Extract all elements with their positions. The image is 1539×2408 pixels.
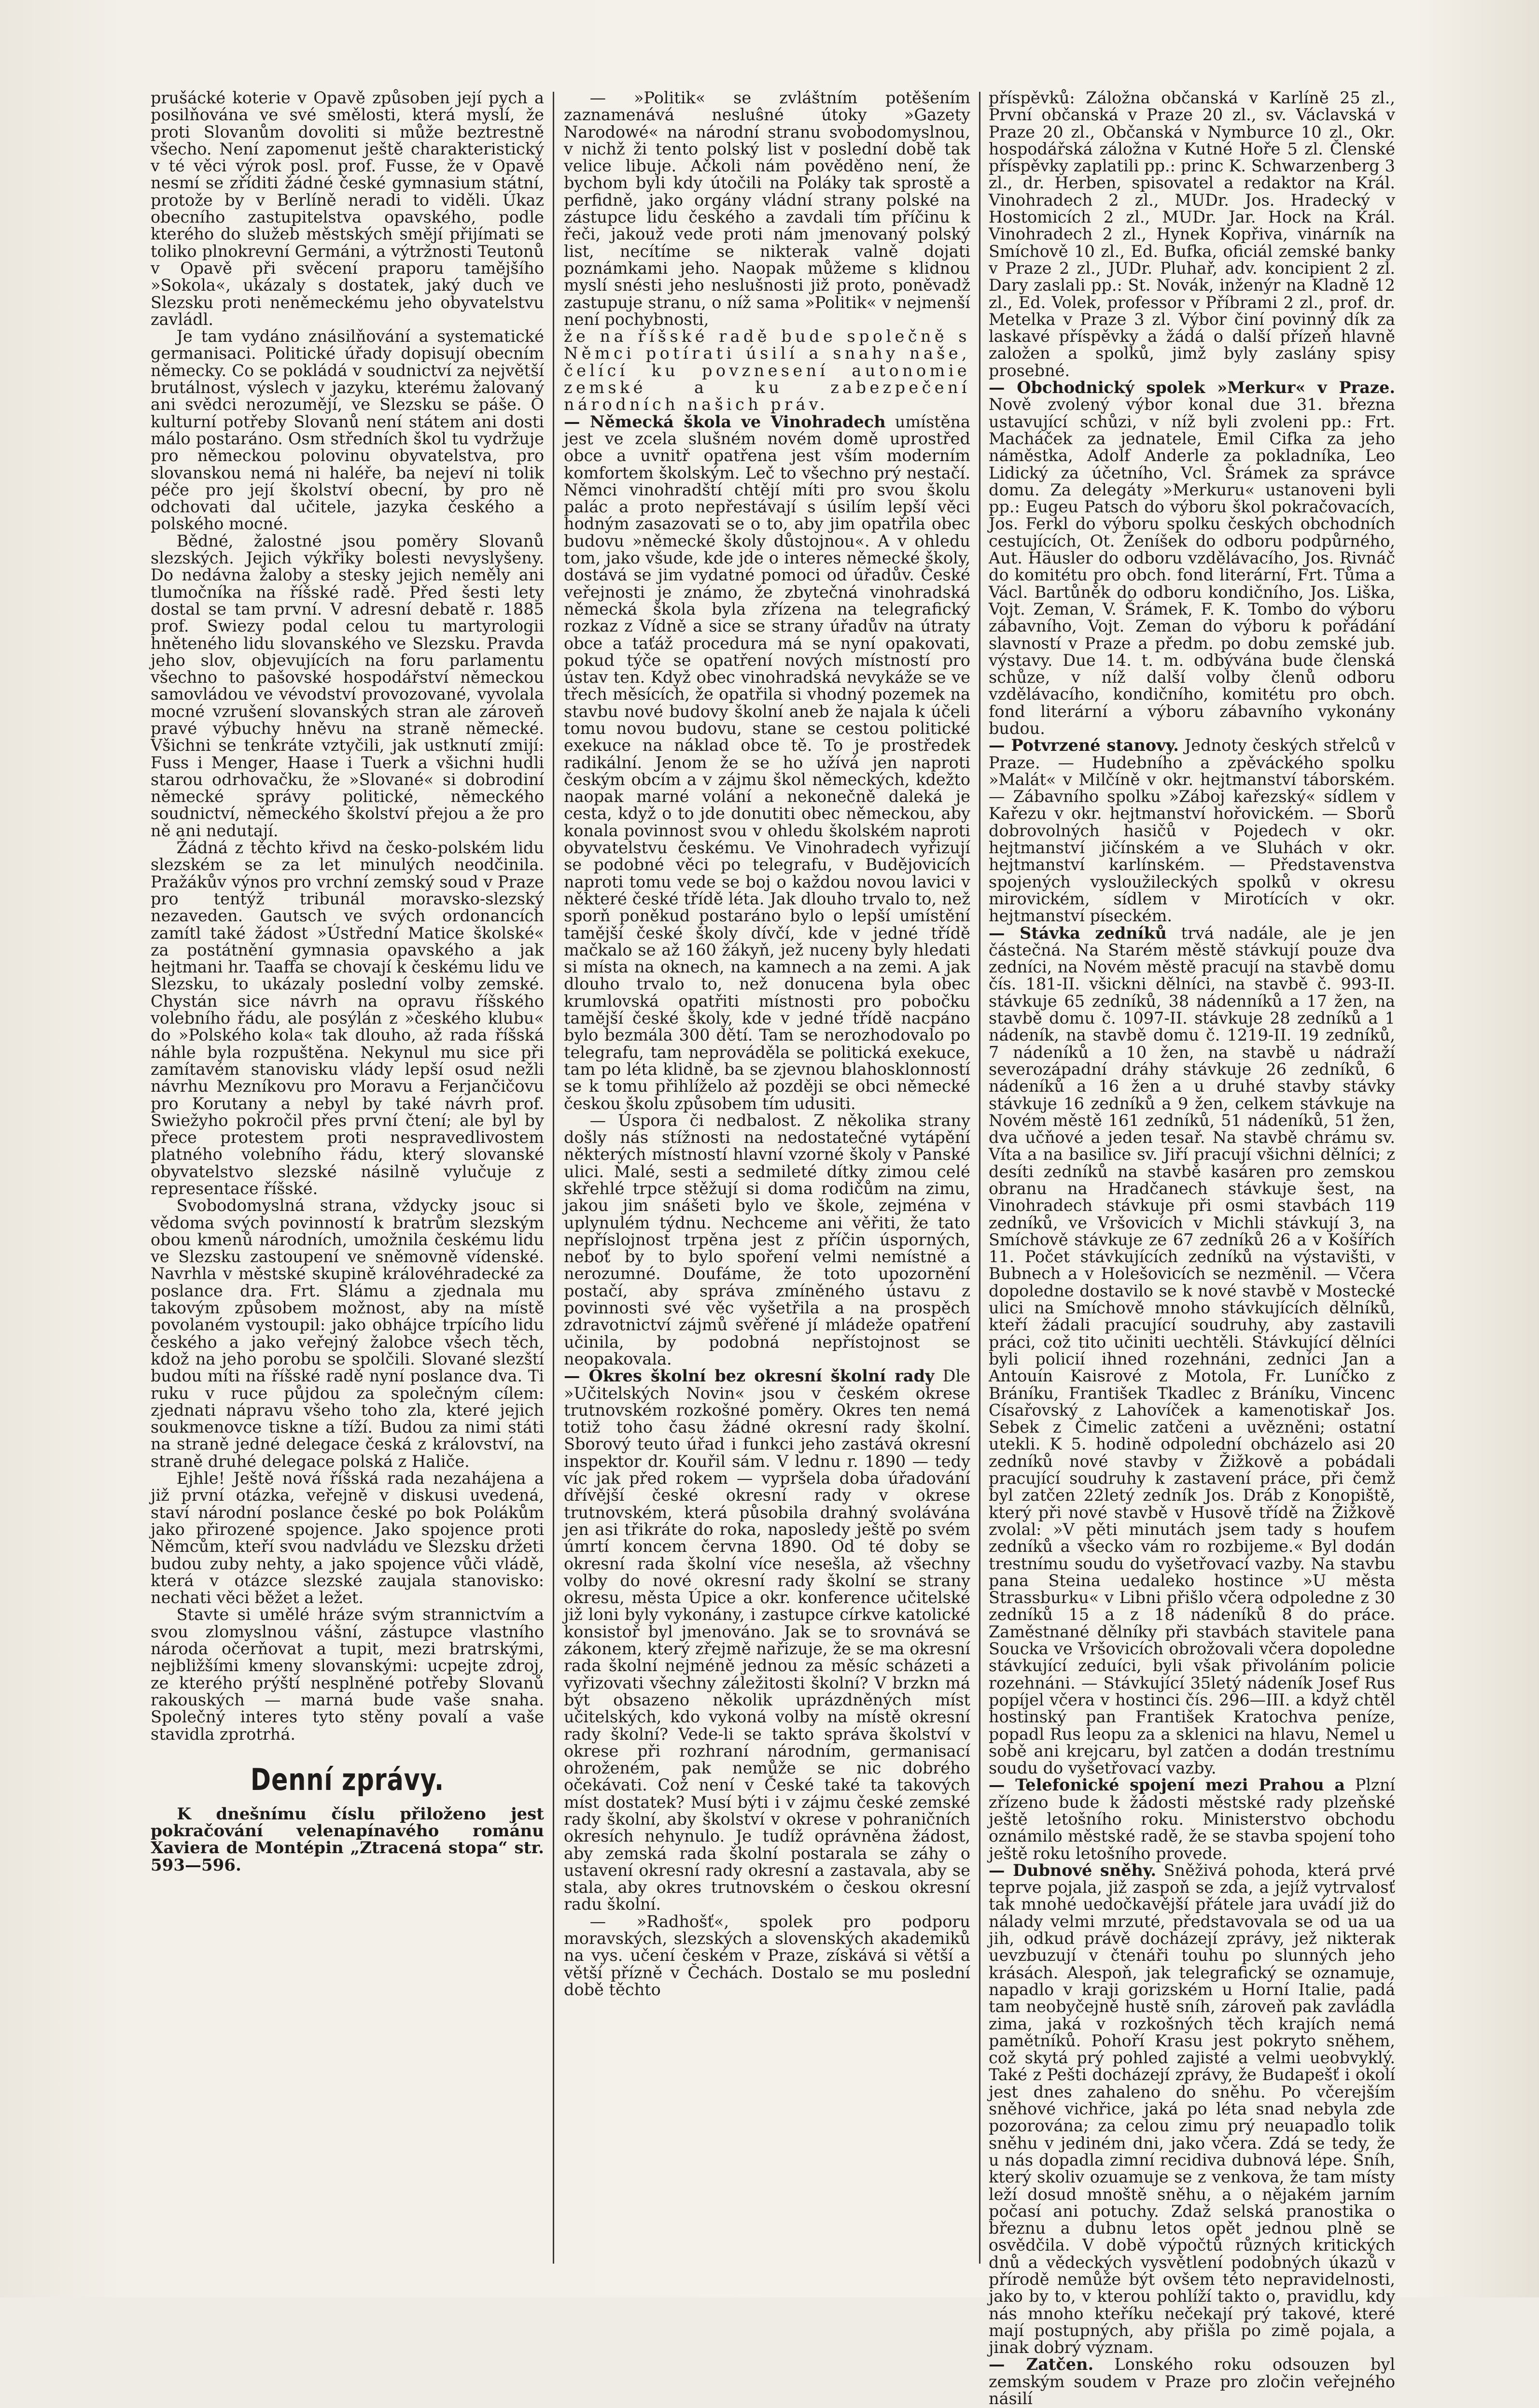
news-merkur-headline: — Obchodnický spolek »Merkur« v Praze. (989, 378, 1395, 397)
news-stanovy-body: Jednoty českých střelců v Praze. — Hudebního a zpěváckého spolku »Malát« v Milčíně v okr. hejtmanství táborském. — Zábavního spolku »Záboj kařezský« sídlem v Kařezu v okr. hejtmanství hořovickém. — Sborů dobrovolných hasičů v Pojedech v okr. hejtmanství jičínském a ve Sluhách v okr. hejtmanství karlínském. — Představenstva spojených vysloužileckých spolků v okresu mirovickém, sídlem v Mirotících v okr. hejtmanství píseckém. (989, 736, 1395, 926)
news-telefon-body: Plzní zřízeno bude k žádosti městské rady plzeňské ještě letošního roku. Ministerstvo obchodu oznámilo městské radě, že se stavba spojení toho ještě roku letošního provede. (989, 1775, 1395, 1863)
article-slezsko-p2: Je tam vydáno znásilňování a systematické germanisaci. Politické úřady dopisují obecním německy. Co se pokládá v soudnictví za největší brutálnost, výslech v jazyku, kterému žalovaný ani svědci nerozumějí, ve Slezsku se páše. O kulturní potřeby Slovanů není státem ani dosti málo postaráno. Osm středních škol tu vydržuje pro německou polovinu obyvatelstva, pro slovanskou nemá ni haléře, ba nejeví ni tolik péče pro její školství obecní, by pro ně odchovati dal učitele, jazyka českého a polského mocné. (151, 327, 544, 534)
news-politik-p1: — »Politik« se zvláštním potěšením zaznamenává nesluŝné útoky »Gazety Narodowé« na národní stranu svobodomyslnou, v nichž ži tento polský list v poslední době tak velice libuje. Ačkoli nám pověděno není, že bychom byli kdy útočili na Poláky tak sprostě a perfidně, jako orgány vládní strany polské na zástupce lidu českého a zavdali tím příčinu k řeči, jakouž vede proti nám jmenovaný polský list, necítíme se nikterak valně dojati poznámkami jeho. Naopak můžeme s klidnou myslí snésti jeho neslušnosti již proto, poněvadž zastupuje stranu, o níž sama »Politik« v nejmenší není pochybnosti, (564, 88, 970, 329)
article-slezsko-p6: Ejhle! Ještě nová říšská rada nezahájena a již první otázka, veřejně v diskusi uvedená, staví národní poslance české po bok Polákům jako přirozené spojence. Jako spojence proti Němcům, kteří svou nadvládu ve Slezsku držeti budou zuby nehty, a jako spojence vůči vládě, která v otázce slezské zaujala stanovisko: nechati věci běžet a ležet. (151, 1469, 544, 1607)
news-stavka-body: trvá nadále, ale je jen částečná. Na Starém městě stávkují pouze dva zedníci, na Novém městě pracují na stavbě domu čís. 181-II. všickni dělníci, na stavbě č. 993-II. stávkuje 65 zedníků, 38 nádenníků a 17 žen, na stavbě domu č. 1097-II. stávkuje 28 zedníků a 1 nádeník, na stavbě domu č. 1219-II. 19 zedníků, 7 nádeníků a 10 žen, na stavbě u nádraží severozápadní dráhy stávkuje 26 zedníků, 6 nádeníků a 16 žen a u druhé stavby stávky stávkuje 16 zedníků a 9 žen, celkem stávkuje na Novém městě 161 zedníků, 51 nádeníků, 51 žen, dva učňové a jeden tesař. Na stavbě chrámu sv. Víta a na basilice sv. Jiří pracují všichni dělníci; z desíti zedníků na stavbě kasáren pro zemskou obranu na Hradčanech stávkuje šest, na Vinohradech stávkuje při osmi stavbách 119 zedníků, ve Vršovicích v Michli stávkují 3, na Smíchově stávkuje ze 67 zedníků 26 a v Košířích 11. Počet stávkujících zedníků na výstavišti, v Bubnech a v Holešovicích se nezměnil. — Včera dopoledne dostavilo se k nové stavbě v Mostecké ulici na Smíchově mnoho stávkujících dělníků, kteří žádali pracující soudruhy, aby zastavili práci, což tito učiniti uechtěli. Stávkující dělníci byli policií ihned rozehnáni, zedníci Jan a Antouín Kaisrové z Motola, Fr. Luníčko z Bráníku, František Tkadlec z Bráníku, Vincenc Císařovský z Lahovíček a kamenotiskař Jos. Sebek z Čimelic zatčeni a uvězněni; ostatní utekli. K 5. hodině odpolední obcházelo asi 20 zedníků nové stavby v Žižkově a pobádali pracující soudruhy k zastavení práce, při čemž byl zatčen 22letý zedník Jos. Dráb z Konopiště, který při nové stavbě v Husově třídě na Žižkově zvolal: »V pěti minutách jsem tady s houfem zedníků a všecko vám ro rozbijeme.« Byl dodán trestnímu soudu do vyšetřovací vazby. Na stavbu pana Steina uedaleko hostince »U města Strassburku« v Libni přišlo včera odpoledne z 30 zedníků 15 a z 18 nádeníků 8 do práce. Zaměstnané dělníky při stavbách stavitele pana Soucka ve Vršovicích obrožovali včera dopoledne stávkující zeduíci, byli však přivoláním policie rozehnáni. — Stávkující 35letý nádeník Josef Rus popíjel včera v hostinci čís. 296—III. a když chtěl hostinský pan František Kratochva peníze, popadl Rus leopu za a sklenici na hlavu, Nemel u sobě ani krejcaru, byl zatčen a dodán trestnímu soudu do vyšetřovací vazby. (989, 923, 1395, 1778)
news-stanovy-headline: — Potvrzené stanovy. (989, 736, 1179, 755)
column-rule-1 (553, 92, 554, 2264)
news-politik-spaced: že na říšské radě bude společně s Němci potírati úsilí a snahy naše, čelící ku povznesení autonomie zemské a ku zabezpečení národních našich práv. (564, 327, 970, 414)
news-zatcen-headline: — Zatčen. (989, 2355, 1094, 2374)
notice-serial-novel: K dnešnímu číslu přiloženo jest pokračování velenapínavého románu Xaviera de Montépin „Ztracená stopa“ str. 593—596. (151, 1804, 544, 1875)
column-middle (564, 89, 970, 2278)
news-radhost-contributions: příspěvků: Záložna občanská v Karlíně 25 zl., První občanská v Praze 20 zl., sv. Václavská v Praze 20 zl., Občanská v Nymburce 10 zl., Okr. hospodářská záložna v Kutné Hoře 5 zl. Členské příspěvky zaplatili pp.: princ K. Schwarzenberg 3 zl., dr. Herben, spisovatel a redaktor na Král. Vinohradech 2 zl., MUDr. Jos. Hradecký v Hostomicích 2 zl., MUDr. Jar. Hock na Král. Vinohradech 2 zl., Hynek Kopřiva, vinárník na Smíchově 10 zl., Ed. Bufka, oficiál zemské banky v Praze 2 zl., JUDr. Pluhař, adv. koncipient 2 zl. Dary zaslali pp.: St. Novák, inženýr na Kladně 12 zl., Ed. Volek, professor v Příbrami 2 zl., prof. dr. Metelka v Praze 3 zl. Výbor činí povinný dík za laskavé příspěvky a žádá o další přízeň hlavně založen a spolků, jimž byly zaslány spisy prosebné. (989, 88, 1395, 380)
news-vinohrady-body: umístěna jest ve zcela slušném novém domě uprostřed obce a uvnitř opatřena jest vším moderním komfortem školským. Leč to všechno prý nestačí. Němci vinohradští chtějí míti pro svou školu palác a proto nepřestávají s úsilím lepší věci hodným zasazovati se o to, aby jim opatřila obec budovu »německé školy důstojnou«. A v ohledu tom, jako všude, kde jde o interes německé školy, dostává se jim vydatné pomoci od úřadův. České veřejnosti je známo, že zbytečná vinohradská německá škola byla zřízena na telegrafický rozkaz z Vídně a sice se strany úřadův na útraty obce a taťáž procedura má se nyní opakovati, pokud týče se opatření nových místností pro ústav ten. Když obec vinohradská nevykáže se ve třech měsících, že opatřila si vhodný pozemek na stavbu nové budovy školní aneb že najala k účeli tomu novou budovu, stane se cestou politické exekuce na náklad obce tě. To je prostředek radikální. Jenom že se ho užívá jen naproti českým obcím a v zájmu škol německých, kdežto naopak marné volání a nekonečně daleká je cesta, když o to jde donutiti obec německou, aby konala povinnost svou v ohledu školském naproti obyvatelstvu českému. Ve Vinohradech vyřizují se podobné věci po telegrafu, v Budějovicích naproti tomu vede se boj o každou novou lavici v některé české třídě léta. Jak dlouho trvalo to, než sporň poněkud postaráno bylo o lepší umístění tamější české školy dívčí, kde v jedné třídě mačkalo se až 160 žákyň, jež nuceny byly hledati si místa na oknech, na kamnech a na zemi. A jak dlouho trvalo to, než donucena byla obec krumlovská opatřiti místnosti pro pobočku tamější české školy, kde v jedné třídě nacpáno bylo bezmála 300 dětí. Tam se nerozhodovalo po telegrafu, tam neprováděla se politická exekuce, tam po léta klidně, ba se zjevnou blahosklonností se k tomu přihlíželo až později se obci německé českou školu způsobem tím udusiti. (564, 412, 970, 1113)
column-left (151, 89, 544, 2278)
news-okres-headline: — Okres školní bez okresní školní rady (564, 1366, 935, 1386)
news-stavka-headline: — Stávka zedníků (989, 923, 1167, 943)
article-slezsko-p1: prušácké koterie v Opavě způsoben její pych a posilňována ve své smělosti, která myslí, že proti Slovanům dovoliti si může beztrestně všecho. Není zapomenut ještě charakteristický v té věci výrok posl. prof. Fusse, že v Opavě nesmí se zříditi žádné české gymnasium státní, protože by v Berlíně neradi to viděli. Úkaz obecního zastupitelstva opavského, podle kterého do služeb městských smějí přijímati se toliko plnokrevní Germáni, a výtržnosti Teutonů v Opavě při svěcení praporu tamějšího »Sokola«, ukázaly s dostatek, jaký duch ve Slezsku proti neněmeckému jeho obyvatelstvu zavládl. (151, 88, 544, 329)
article-slezsko-p5: Svobodomyslná strana, vždycky jsouc si vědoma svých povinností k bratrům slezským obou kmenů národních, umožnila českému lidu ve Slezsku zastoupení ve sněmovně vídenské. Navrhla v městské skupině královéhradecké za poslance dra. Frt. Slámu a zjednala mu takovým způsobem možnost, aby na místě povolaném vystoupil: jako obhájce trpícího lidu českého a jako veřejný žalobce všech těch, kdož na jeho porobu se spolčili. Slované slezští budou míti na říšské radě nyní poslance dva. Ti ruku v ruce půjdou za společným cílem: zjednati nápravu všeho toho zla, které jejich soukmenovce tiskne a tíží. Budou za nimi státi na straně jedné delegace česká z království, na straně druhé delegace polská z Haliče. (151, 1196, 544, 1471)
news-snehy-headline: — Dubnové sněhy. (989, 1860, 1157, 1880)
article-slezsko-p7: Stavte si umělé hráze svým strannictvím a svou zlomyslnou vášní, zástupce vlastního národa očerňovat a tupit, mezi bratrskými, nejbližšími kmeny slovanskými: ucpejte zdroj, ze kterého prýští nesplněné potřeby Slovanů rakouských — marná bude vaše snaha. Společný interes tyto stěny povalí a vaše stavidla zprotrhá. (151, 1605, 544, 1744)
article-slezsko-p4: Žádná z těchto křivd na česko-polském lidu slezském se za let minulých neodčinila. Pražákův výnos pro vrchní zemský soud v Praze pro tentýž tribunál moravsko-slezský nezaveden. Gautsch ve svých ordonancích zamítl také žádost »Ústřední Matice školské« za postátnění gymnasia opavského a jak hejtmani hr. Taaffa se chovají k českému lidu ve Slezsku, to ukázaly poslední volby zemské. Chystán sice návrh na opravu říšského volebního řádu, ale posýlán z »českého klubu« do »Polského kola« tak dlouho, až rada říšská náhle byla rozpuštěna. Nekynul mu sice při zamítavém stanovisku vlády lepší osud nežli návrhu Mezníkovu pro Moravu a Ferjančičovu pro Korutany a nebyl by také návrh prof. Swiežyho pokročil přes první čtení; ale byl by přece protestem proti nespravedlivostem platného volebního řádu, který slovanské obyvatelstvo slezské násilně vylučuje z representace říšské. (151, 838, 544, 1198)
column-right (989, 88, 1395, 2408)
news-vinohrady-headline: — Německá škola ve Vinohradech (564, 412, 886, 431)
news-okres-body: Dle »Učitelských Novin« jsou v českém okrese trutnovském rozkošné poměry. Okres ten nemá totiž toho času žádné okresní rady školní. Sborový teuto úřad i funkci jeho zastává okresní inspektor dr. Kouřil sám. V lednu r. 1890 — tedy víc jak před rokem — vypršela doba úřadování dřívější české okresní rady v okrese trutnovském, která působila drahný svolávána jen asi třikráte do roka, naposledy ještě po svém úmrtí koncem června 1890. Od té doby se okresní rada školní více nesešla, až všechny volby do nové okresní rady školní se strany okresu, města Úpice a okr. konference učitelské již loni byly vykonány, i zastupce církve katolické konsistoř byl jmenováno. Jak se to srovnává se zákonem, který zřejmě nařizuje, že se ma okresní rada školní nejméně jednou za měsíc scházeti a vyřizovati všechny záležitosti školní? V brzkn má být obsazeno několik uprázdněných míst učitelských, kdo vykoná volby na místě okresní rady školní? Vede-li se takto správa školství v okrese při rozhraní národním, germanisací ohroženém, pak nemůže se nic dobrého očekávati. Což není v České také ta takových míst dostatek? Musí býti i v zájmu české zemské rady školní, aby školství v okrese v pohraničních okresích nehynulo. Je tudíž oprávněna žádost, aby zemská rada školní postarala se záhy o ustavení okresní rady okresní a zastavala, aby se stala, aby okres trutnovském o českou okresní radu školní. (564, 1366, 970, 1914)
news-zatcen-body: Lonského roku odsouzen byl zemským soudem v Praze pro zločin veřejného násilí (989, 2355, 1395, 2408)
article-slezsko-p3: Bědné, žalostné jsou poměry Slovanů slezských. Jejich výkřiky bolesti nevyslyšeny. Do nedávna žaloby a stesky jejich neměly ani tlumočníka na říšské radě. Před šesti lety dostal se tam první. V adresní debatě r. 1885 prof. Swiezy podal celou tu martyrologii hněteného lidu slovanského ve Slezsku. Pravda jeho slov, objevujících na foru parlamentu všechno to pašovské hospodářství německou samovládou ve vévodství provozované, vyvolala mocné vzrušení slovanských stran ale zároveň pravé výbuchy hněvu na straně německé. Všichni se tenkráte vztyčili, jak ustknutí zmijí: Fuss i Menger, Haase i Tuerk a všichni hudli starou odrhovačku, že »Slované« si dobrodiní německé správy politické, německého soudnictví, německého školství přejou a že pro ně ani nedutají. (151, 531, 544, 840)
column-rule-2 (979, 92, 980, 2264)
news-uspora-body: — Úspora či nedbalost. Z několika strany došly nás stížnosti na nedostatečné vytápění některých místností hlavní vzorné školy v Panské ulici. Malé, sesti a sedmileté dítky zimou celé skřehlé trpce stěžují si doma rodičům na zimu, jakou jim snášeti bylo ve škole, zejména v uplynulém týdnu. Nechceme ani věřiti, že tato nepříslojnost trpěna jest z příčin úsporných, neboť by to bylo spoření velmi nemístné a nerozumné. Doufáme, že toto upozornění postačí, aby správa zmíněného ústavu z povinnosti své věc vyšetřila a na prospěch zdravotnictví zájmů svěřené jí mládeže opatření učinila, by podobná nepřístojnost se neopakovala. (564, 1111, 970, 1368)
section-title-denni-zpravy: Denní zprávy. (250, 1761, 445, 1797)
news-merkur-body: Nově zvolený výbor konal due 31. března ustavující schůzi, v níž byli zvoleni pp.: Frt. Macháček za jednatele, Emil Cifka za jeho náměstka, Adolf Anderle za pokladníka, Leo Lidický za účetního, Vcl. Šrámek za správce domu. Za delegáty »Merkuru« ustanoveni byli pp.: Eugeu Patsch do výboru škol pokračovacích, Jos. Ferkl do výboru spolku českých obchodních cestujících, Ot. Ženíšek do odboru podpůrného, Aut. Häusler do odboru vzdělávacího, Jos. Rivnáč do komitétu pro obch. fond literární, Frt. Tůma a Václ. Bartůněk do odboru kondičního, Jos. Liška, Vojt. Zeman, V. Šrámek, F. K. Tombo do výboru zábavního, Vojt. Zeman do výboru k pořádání slavností v Praze a předm. po dobu zemské jub. výstavy. Due 14. t. m. odbývána bude členská schůze, v níž další volby členů odboru vzdělávacího, kondičního, komitétu pro obch. fond literární a výboru zábavního vykonány budou. (989, 395, 1395, 738)
news-radhost-body: — »Radhošť«, spolek pro podporu moravských, slezských a slovenských akademiků na vys. učení českém v Praze, získává si větší a větší přízně v Čechách. Dostalo se mu poslední době těchto (564, 1912, 970, 1999)
news-telefon-headline: — Telefonické spojení mezi Prahou a (989, 1775, 1345, 1795)
news-snehy-body: Sněživá pohoda, která prvé teprve pojala, již zaspoň se zda, a jejíž vytrvalosť tak mnohé uedočkavější přátele jara uvádí již do nálady velmi mrzuté, představovala se od ua ua jih, odkud právě docházejí zprávy, jež nikterak uevzbuzují v čtenáři touhu po slunných jeho krásách. Alespoň, jak telegrafický se oznamuje, napadlo v kraji gorizském u Horní Italie, padá tam neobyčejně hustě sníh, zároveň pak zavládla zima, jaká v rozkošných těch krajích nemá pamětníků. Pohoří Krasu jest pokryto sněhem, což skytá prý pohled zajisté a velmi ueobvyklý. Také z Pešti docházejí zprávy, že Budapešť i okolí jest dnes zahaleno do sněhu. Po včerejším sněhové vichřice, jaká po léta snad nebyla zde pozorována; za celou zimu prý neuapadlo tolik sněhu v jediném dni, jako včera. Zdá se tedy, že u nás dopadla zimní recidiva dubnová lépe. Sníh, který skoliv ozuamuje se z venkova, že tam místy leží dosud mnoště sněhu, a o nějakém jarním počasí ani potuchy. Zdaž selská pranostika o březnu a dubnu letos opět jednou plně se osvědčila. V době výpočtů různých kritických dnů a vědeckých vysvětlení podobných úkazů v přírodě nemůže být ovšem této nepravidelnosti, jako by to, v kterou pohlíží takto o, pravidlu, kdy nás mnoho kteříku nečekají prý takové, které mají postupných, aby přišla po zimě pojala, a jinak dobrý význam. (989, 1860, 1395, 2357)
